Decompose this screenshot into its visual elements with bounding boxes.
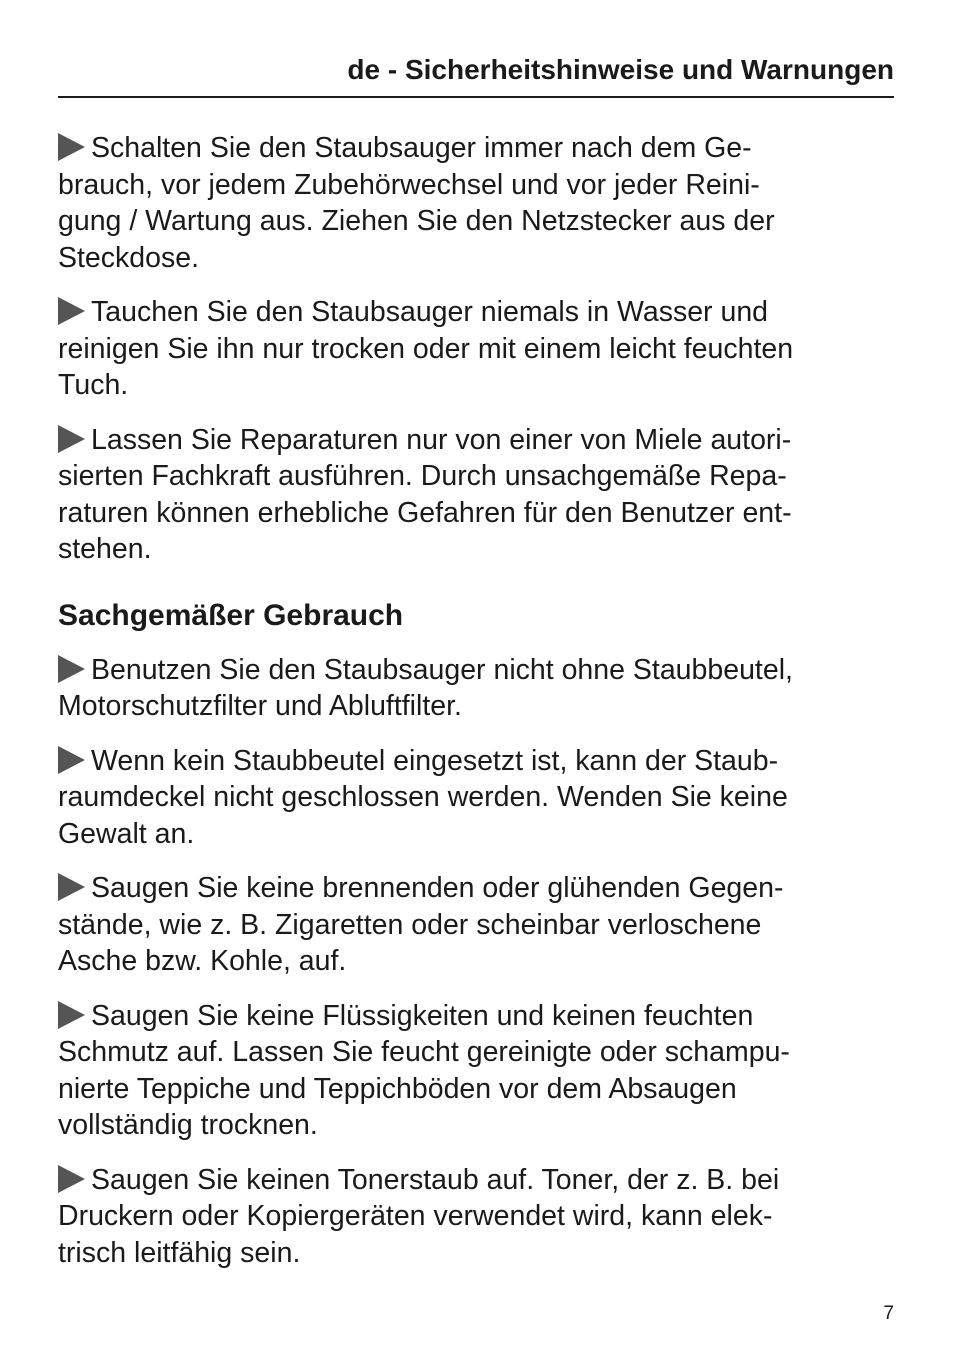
instruction-line: Asche bzw. Kohle, auf. <box>58 945 347 977</box>
instruction-line: Saugen Sie keine brennenden oder glühenden Gegen- <box>91 872 784 904</box>
warning-arrow-icon <box>58 1165 85 1193</box>
instruction-line: stände, wie z. B. Zigaretten oder scheinbar verloschene <box>58 908 762 941</box>
safety-instruction <box>58 652 894 725</box>
warning-arrow-icon <box>58 873 85 901</box>
page-content <box>58 130 894 1289</box>
instruction-line: sierten Fachkraft ausführen. Durch unsachgemäße Repa- <box>58 460 787 492</box>
warning-arrow-icon <box>58 297 85 325</box>
instruction-line: stehen. <box>58 533 152 565</box>
instruction-line: Schalten Sie den Staubsauger immer nach dem Ge- <box>91 132 752 164</box>
safety-instruction <box>58 743 894 853</box>
instruction-line: Motorschutzfilter und Abluftfilter. <box>58 690 462 722</box>
warning-arrow-icon <box>58 133 85 161</box>
instruction-line: reinigen Sie ihn nur trocken oder mit einem leicht feuchten <box>58 332 794 365</box>
warning-arrow-icon <box>58 1001 85 1029</box>
safety-instruction <box>58 998 894 1144</box>
safety-instruction <box>58 294 894 404</box>
safety-instruction <box>58 422 894 568</box>
instruction-line: Tuch. <box>58 369 129 401</box>
instruction-line: Wenn kein Staubbeutel eingesetzt ist, kann der Staub- <box>91 744 779 777</box>
instruction-line: Gewalt an. <box>58 817 195 850</box>
instruction-line: trisch leitfähig sein. <box>58 1236 301 1269</box>
instruction-line: gung / Wartung aus. Ziehen Sie den Netzstecker aus der <box>58 205 775 237</box>
safety-list-top <box>58 130 894 568</box>
page-header <box>58 52 894 98</box>
instruction-line: raumdeckel nicht geschlossen werden. Wenden Sie keine <box>58 781 788 813</box>
section-heading: Sachgemäßer Gebrauch <box>58 598 404 632</box>
instruction-line: Lassen Sie Reparaturen nur von einer von Miele autori- <box>91 423 792 456</box>
instruction-line: raturen können erhebliche Gefahren für den Benutzer ent- <box>58 496 792 529</box>
instruction-line: Saugen Sie keinen Tonerstaub auf. Toner, der z. B. bei <box>91 1163 780 1196</box>
instruction-line: vollständig trocknen. <box>58 1109 318 1141</box>
instruction-line: brauch, vor jedem Zubehörwechsel und vor jeder Reini- <box>58 168 760 201</box>
instruction-line: Druckern oder Kopiergeräten verwendet wird, kann elek- <box>58 1200 773 1232</box>
warning-arrow-icon <box>58 746 85 774</box>
safety-list-bottom <box>58 652 894 1272</box>
safety-instruction <box>58 130 894 276</box>
page-header-title: de - Sicherheitshinweise und Warnungen <box>347 54 894 85</box>
safety-instruction <box>58 870 894 980</box>
instruction-line: Benutzen Sie den Staubsauger nicht ohne Staubbeutel, <box>91 653 793 686</box>
safety-instruction <box>58 1162 894 1272</box>
instruction-line: Saugen Sie keine Flüssigkeiten und keinen feuchten <box>91 999 754 1032</box>
instruction-line: Schmutz auf. Lassen Sie feucht gereinigte oder schampu- <box>58 1036 790 1068</box>
instruction-line: Tauchen Sie den Staubsauger niemals in Wasser und <box>91 296 769 328</box>
warning-arrow-icon <box>58 655 85 683</box>
instruction-line: Steckdose. <box>58 241 199 274</box>
page-number: 7 <box>883 1303 894 1324</box>
instruction-line: nierte Teppiche und Teppichböden vor dem Absaugen <box>58 1072 737 1105</box>
warning-arrow-icon <box>58 425 85 453</box>
